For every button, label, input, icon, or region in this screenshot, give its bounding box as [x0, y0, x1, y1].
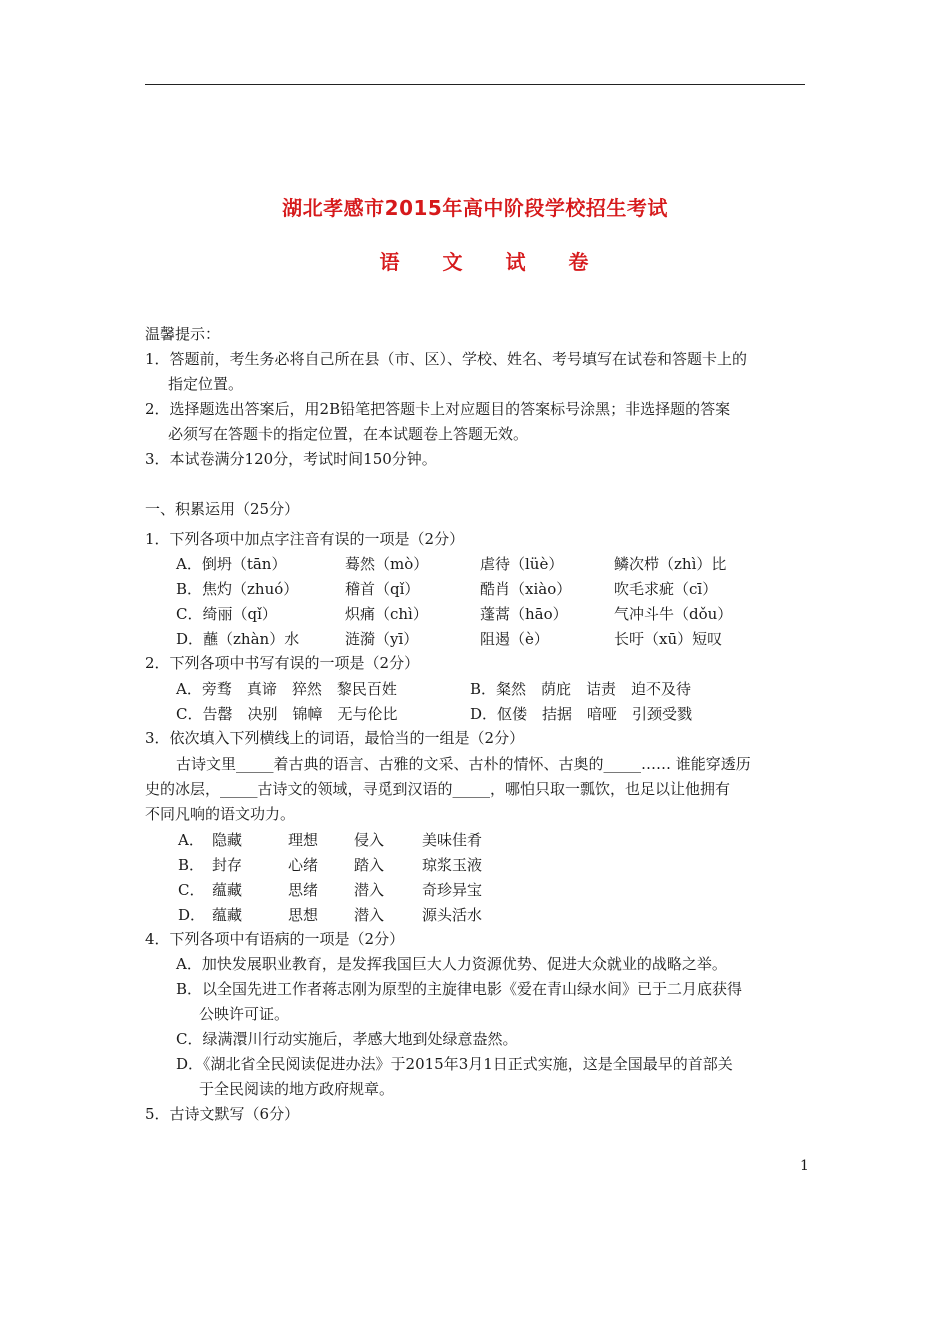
- option-letter: A．: [178, 831, 204, 849]
- option-item: 稽首（qǐ）: [345, 580, 420, 598]
- option-item: 思想: [288, 906, 319, 924]
- option-item: 潜入: [354, 881, 385, 899]
- tip-line: 必须写在答题卡的指定位置，在本试题卷上答题无效。: [168, 425, 529, 443]
- option-item: 理想: [288, 831, 319, 849]
- question-4-option-c: C．绿满澴川行动实施后，孝感大地到处绿意盎然。: [176, 1030, 518, 1048]
- option-item: B．焦灼（zhuó）: [176, 580, 299, 598]
- question-5-stem: 5．古诗文默写（6分）: [145, 1105, 300, 1123]
- option-item: D．蘸（zhàn）水: [176, 630, 300, 648]
- option-item: 蓦然（mò）: [345, 555, 429, 573]
- option-item: 源头活水: [422, 906, 483, 924]
- option-item: 琼浆玉液: [422, 856, 483, 874]
- option-item: 隐藏: [212, 831, 243, 849]
- question-3-passage-line: 不同凡响的语文功力。: [145, 805, 296, 823]
- question-4-option-d: D．《湖北省全民阅读促进办法》于2015年3月1日正式实施，这是全国最早的首部关: [176, 1055, 733, 1073]
- option-item: 奇珍异宝: [422, 881, 483, 899]
- exam-subtitle: 语 文 试 卷: [379, 250, 607, 274]
- option-item: 涟漪（yī）: [345, 630, 419, 648]
- option-item: 鳞次栉（zhì）比: [614, 555, 727, 573]
- option-item: 心绪: [288, 856, 319, 874]
- option-item: 阻遏（è）: [480, 630, 549, 648]
- option-item: 气冲斗牛（dǒu）: [614, 605, 733, 623]
- option-item: 潜入: [354, 906, 385, 924]
- question-2-option-d: D．伛偻 拮据 喑哑 引颈受戮: [470, 705, 693, 723]
- option-letter: B．: [178, 856, 205, 874]
- question-4-option-b-cont: 公映许可证。: [199, 1005, 290, 1023]
- option-item: 蕴藏: [212, 881, 243, 899]
- option-item: 长吁（xū）短叹: [614, 630, 723, 648]
- option-letter: D．: [178, 906, 206, 924]
- question-2-option-a: A．旁骛 真谛 猝然 黎民百姓: [176, 680, 397, 698]
- question-4-option-d-cont: 于全民阅读的地方政府规章。: [199, 1080, 395, 1098]
- tip-line: 1．答题前，考生务必将自己所在县（市、区）、学校、姓名、考号填写在试卷和答题卡上的: [145, 350, 748, 368]
- option-item: 蕴藏: [212, 906, 243, 924]
- page-number: 1: [800, 1158, 809, 1174]
- tips-heading: 温馨提示：: [145, 325, 221, 343]
- option-item: 美味佳肴: [422, 831, 483, 849]
- option-item: 炽痛（chì）: [345, 605, 428, 623]
- option-item: 吹毛求疵（cī）: [614, 580, 718, 598]
- question-4-option-b: B．以全国先进工作者蒋志刚为原型的主旋律电影《爱在青山绿水间》已于二月底获得: [176, 980, 743, 998]
- question-1-stem: 1．下列各项中加点字注音有误的一项是（2分）: [145, 530, 465, 548]
- option-item: A．倒坍（tān）: [176, 555, 287, 573]
- option-item: 封存: [212, 856, 243, 874]
- tip-line: 3．本试卷满分120分，考试时间150分钟。: [145, 450, 437, 468]
- option-item: 酷肖（xiào）: [480, 580, 572, 598]
- option-item: 思绪: [288, 881, 319, 899]
- question-3-stem: 3．依次填入下列横线上的词语，最恰当的一组是（2分）: [145, 729, 525, 747]
- header-rule: [145, 84, 805, 85]
- question-3-passage-line: 古诗文里_____着古典的语言、古雅的文采、古朴的情怀、古奥的_____…… 谁能穿透历: [176, 755, 751, 773]
- option-item: 虐待（lüè）: [480, 555, 564, 573]
- option-item: C．绮丽（qǐ）: [176, 605, 277, 623]
- section-heading: 一、积累运用（25分）: [145, 500, 300, 518]
- exam-title: 湖北孝感市2015年高中阶段学校招生考试: [282, 196, 668, 220]
- question-2-option-b: B．粲然 荫庇 诘责 迫不及待: [470, 680, 692, 698]
- option-letter: C．: [178, 881, 205, 899]
- question-3-passage-line: 史的冰层，_____古诗文的领域，寻觅到汉语的_____，哪怕只取一瓢饮，也足以让他拥有: [145, 780, 731, 798]
- question-4-option-a: A．加快发展职业教育，是发挥我国巨大人力资源优势、促进大众就业的战略之举。: [176, 955, 727, 973]
- option-item: 蓬蒿（hāo）: [480, 605, 568, 623]
- tip-line: 2．选择题选出答案后，用2B铅笔把答题卡上对应题目的答案标号涂黑；非选择题的答案: [145, 400, 731, 418]
- question-4-stem: 4．下列各项中有语病的一项是（2分）: [145, 930, 405, 948]
- question-2-option-c: C．告罄 决别 锦幛 无与伦比: [176, 705, 398, 723]
- tip-line: 指定位置。: [168, 375, 244, 393]
- option-item: 踏入: [354, 856, 385, 874]
- question-2-stem: 2．下列各项中书写有误的一项是（2分）: [145, 654, 420, 672]
- option-item: 侵入: [354, 831, 385, 849]
